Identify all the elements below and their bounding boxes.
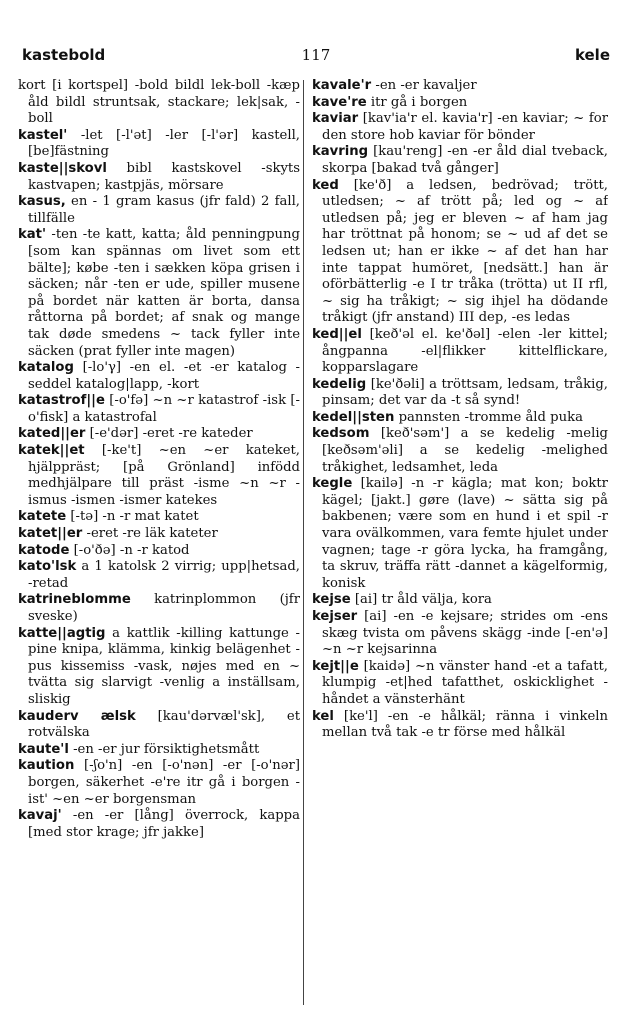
dictionary-entry: ked [ke'ð] a ledsen, bedrövad; trött, utledsen; ~ af trött på; led og ~ af utledsen på; jeg er bleven ~ af ham jag har tröttnat på honom; se ~ ud af det se ledsen ut; han er ikke ~ af det han har inte tappat humöret, [nedsätt.] han är oförbätterlig -e I tr tråka (trötta) ut II rfl, ~ sig ha tråkigt; ~ sig ihjel ha dödande tråkigt (jfr anstand) III dep, -es ledas bbox=[312, 177, 608, 326]
dictionary-entry: katalog [-lo'γ] -en el. -et -er katalog -seddel katalog|lapp, -kort bbox=[18, 360, 300, 392]
dictionary-entry: kat' -ten -te katt, katta; åld penningpung [som kan spännas om livet som ett bälte]; købe -ten i sækken köpa grisen i säcken; når -ten er ude, spiller musene på bordet när katten är borta, dansa råttorna på bordet; af snak og mange tak døde smedens ~ tack fyller inte säcken (prat fyller inte magen) bbox=[18, 227, 300, 359]
dictionary-entry: kasus, en - 1 gram kasus (jfr fald) 2 fall, tillfälle bbox=[18, 194, 300, 226]
dictionary-entry: kejse [ai] tr åld välja, kora bbox=[312, 592, 492, 608]
guide-word-right: kele bbox=[574, 46, 610, 64]
dictionary-entry: katastrof||e [-o'fə] ~n ~r katastrof -isk [-o'fisk] a katastrofal bbox=[18, 393, 300, 425]
column-divider bbox=[303, 80, 304, 1005]
dictionary-entry: kaution [-ʃo'n] -en [-o'nən] -er [-o'nər] borgen, säkerhet -e're itr gå i borgen -ist' ~en ~er borgensman bbox=[18, 758, 300, 807]
dictionary-entry: kavring [kau'reng] -en -er åld dial tveback, skorpa [bakad två gånger] bbox=[312, 144, 608, 176]
dictionary-entry: kato'lsk a 1 katolsk 2 virrig; upp|hetsad, -retad bbox=[18, 559, 300, 591]
guide-word-left: kastebold bbox=[22, 46, 106, 64]
dictionary-entry: kavaj' -en -er [lång] överrock, kappa [med stor krage; jfr jakke] bbox=[18, 808, 300, 840]
dictionary-entry: kastel' -let [-l'ət] -ler [-l'ər] kastell, [be]fästning bbox=[18, 127, 300, 160]
dictionary-entry: katek||et [-ke't] ~en ~er kateket, hjälppräst; [på Grönland] infödd medhjälpare till präst -isme ~n ~r -ismus -ismen -ismer katekes bbox=[18, 443, 300, 508]
dictionary-entry: katet||er -eret -re läk kateter bbox=[18, 526, 218, 542]
dictionary-entry: kel [ke'l] -en -e hålkäl; ränna i vinkeln mellan två tak -e tr förse med hålkäl bbox=[312, 708, 608, 741]
dictionary-entry: kaute'l -en -er jur försiktighetsmått bbox=[18, 741, 260, 757]
dictionary-entry: kaviar [kav'ia'r el. kavia'r] -en kaviar; ~ for den store hob kaviar för bönder bbox=[312, 111, 608, 143]
dictionary-entry: katrineblomme katrinplommon (jfr sveske) bbox=[18, 592, 300, 624]
dictionary-entry: kort [i kortspel] -bold bildl lek-boll -kæp åld bildl struntsak, stackare; lek|sak, -boll bbox=[18, 78, 300, 127]
dictionary-entry: kavale'r -en -er kavaljer bbox=[312, 78, 477, 93]
page-number: 117 bbox=[301, 46, 331, 64]
page-header bbox=[22, 46, 610, 72]
right-column bbox=[312, 78, 608, 1008]
dictionary-entry: kejt||e [kaidə] ~n vänster hand -et a tafatt, klumpig -et|hed tafatthet, oskicklighet -håndet a vänsterhänt bbox=[312, 658, 608, 707]
dictionary-entry: kaste||skovl bibl kastskovel -skyts kastvapen; kastpjäs, mörsare bbox=[18, 160, 300, 193]
dictionary-entry: kegle [kailə] -n -r kägla; mat kon; boktr kägel; [jakt.] gøre (lave) ~ sätta sig på bakbenen; være som en hund i et spil -r vara ovälkommen, vara femte hjulet under vagnen; tage -r göra lycka, ha framgång, ta skruv, träffa rätt -dannet a kägelformig, konisk bbox=[312, 476, 608, 591]
dictionary-entry: kauderv ælsk [kau'dərvæl'sk], et rotvälska bbox=[18, 708, 300, 741]
left-column bbox=[18, 78, 300, 1008]
dictionary-entry: katte||agtig a kattlik -killing kattunge -pine knipa, klämma, kinkig belägenhet -pus kissemiss -vask, nøjes med en ~ tvätta sig slarvigt -venlig a inställsam, sliskig bbox=[18, 625, 300, 707]
dictionary-entry: ked||el [keð'əl el. ke'ðəl] -elen -ler kittel; ångpanna -el|flikker kittelflickare, kopparslagare bbox=[312, 326, 608, 376]
dictionary-entry: kated||er [-e'dər] -eret -re kateder bbox=[18, 426, 253, 442]
dictionary-entry: katode [-o'ðə] -n -r katod bbox=[18, 542, 190, 558]
dictionary-entry: kejser [ai] -en -e kejsare; strides om -ens skæg tvista om påvens skägg -inde [-en'ə] ~n ~r kejsarinna bbox=[312, 609, 608, 658]
dictionary-entry: katete [-tə] -n -r mat katet bbox=[18, 509, 199, 525]
dictionary-entry: kave're itr gå i borgen bbox=[312, 94, 468, 110]
dictionary-entry: kedsom [keð'səm'] a se kedelig -melig [keðsəm'əli] a se kedelig -melighed tråkighet, ledsamhet, leda bbox=[312, 426, 608, 475]
dictionary-entry: kedelig [ke'ðəli] a tröttsam, ledsam, tråkig, pinsam; det var da -t så synd! bbox=[312, 376, 608, 409]
dictionary-entry: kedel||sten pannsten -tromme åld puka bbox=[312, 409, 583, 425]
